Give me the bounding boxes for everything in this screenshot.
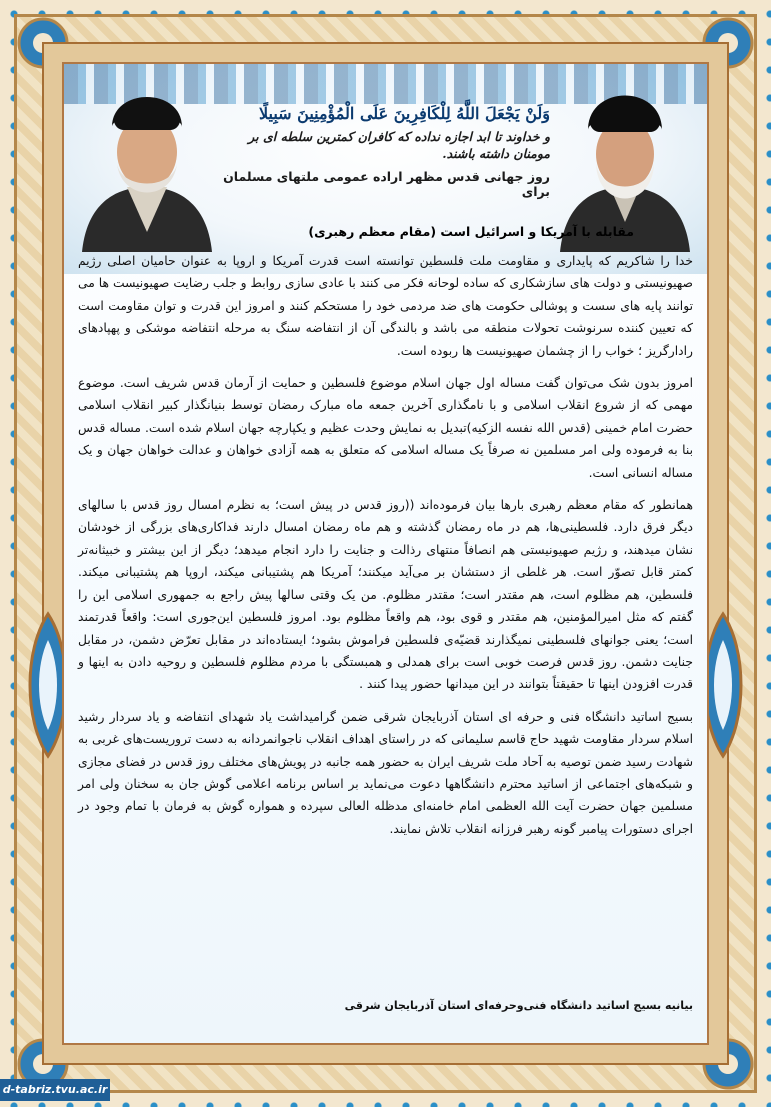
portrait-left-image [72, 72, 222, 252]
slogan-line-1: روز جهانی قدس مظهر اراده عمومی ملتهای مسلمان برای [223, 168, 550, 199]
header-text [214, 104, 550, 199]
slogan-line-2: مقابله با آمریکا و اسرائیل است (مقام معظم رهبری) [308, 224, 634, 239]
content-panel [62, 62, 709, 1045]
signature-line: بیانیه بسیج اساتید دانشگاه فنی‌وحرفه‌ای استان آذربایجان شرقی [344, 999, 693, 1012]
verse-translation: و خداوند تا ابد اجازه نداده که کافران کمترین سلطه ای بر مومنان داشته باشند. [248, 128, 550, 161]
quran-verse: وَلَنْ يَجْعَلَ اللَّهُ لِلْكَافِرِينَ عَلَى الْمُؤْمِنِينَ سَبِيلًا [258, 104, 550, 123]
header-banner [64, 64, 707, 274]
statement-body [78, 250, 693, 850]
site-link[interactable]: d-tabriz.tvu.ac.ir [0, 1079, 110, 1101]
paragraph-2: امروز بدون شک می‌توان گفت مساله اول جهان اسلام موضوع فلسطین و حمایت از آرمان قدس شریف است. موضوع مهمی که از شروع انقلاب اسلامی و با نامگذاری آخرین جمعه ماه مبارک رمضان توسط بنیانگذار کبیر انقلاب اسلامی حضرت امام خمینی (قدس الله نفسه الزکیه)تبدیل به نمایش وحدت عظیم و یکپارچه جهان اسلام شده است. مساله قدس بنا به فرموده ولی امر مسلمین نه صرفاً یک مساله اسلامی که متعلق به همه آزادی خواهان و عدالت خواهان جهان و یک مساله انسانی است. [78, 376, 693, 480]
paragraph-4: بسیج اساتید دانشگاه فنی و حرفه ای استان آذربایجان شرقی ضمن گرامیداشت یاد شهدای انتفاضه و یاد سردار رشید اسلام سردار مقاومت شهید حاج قاسم سلیمانی که در راستای اهداف انقلاب ناجوانمردانه به دست تروریست‌های غربی به شهادت رسید ضمن توصیه به آحاد ملت شریف ایران به حضور همه جانبه در پویش‌های مختلف روز قدس در فضای مجازی و شبکه‌های اجتماعی از اساتید محترم دانشگاهها دعوت می‌نماید بر اساس برنامه اعلامی گوش جان به سخنان ولی امر مسلمین جهان حضرت آیت الله العظمی امام خامنه‌ای مدظله العالی سپرده و همواره گوش به فرمان با تمام وجود در اجرای دستورات پیامبر گونه رهبر فرزانه انقلاب تلاش نمایند. [78, 709, 693, 836]
paragraph-1: خدا را شاکریم که پایداری و مقاومت ملت فلسطین توانسته است قدرت آمریکا و اروپا به عنوان حامیان اصلی رژیم صهیونیستی و دولت های سازشکاری که ساده لوحانه فکر می کنند با عادی سازی روابط و جلب رضایت صهیونیست ها می توانند پایه های سست و پوشالی حکومت های ضد مردمی خود را مستحکم کنند و امروز این قدرت و توان مقاومت است که تعیین کننده سرنوشت تحولات منطقه می باشد و بالندگی آن از انتفاضه سنگ به مرحله انتفاضه موشکی و پهپادهای رادارگریز ؛ خواب را از چشمان صهیونیست ها ربوده است. [78, 254, 693, 358]
paragraph-3: همانطور که مقام معظم رهبری بارها بیان فرموده‌اند ((روز قدس در پیش است؛ به نظرم امسال روز قدس با سالهای دیگر فرق دارد. فلسطینی‌ها، هم در ماه رمضان گذشته و هم ماه رمضان امسال دارند فداکاری‌های بزرگی از خودشان نشان میدهند، و رژیم صهیونیستی هم انصافاً منتهای رذالت و جنایت را دارد انجام میدهد؛ دیگر از این بیشتر و خبیثانه‌تر کمتر قابل تصوّر است. هر غلطی از دستشان بر می‌آید میکنند؛ آمریکا هم پشتیبانی میکند، اروپا هم پشتیبانی میکند. فلسطین، هم مظلوم است، هم مقتدر است؛ مقتدر مظلوم. من یک وقتی سالها پیش راجع به جمهوری اسلامی این را گفتم که مثل امیرالمؤمنین، هم مقتدر و قوی بود، هم واقعاً مظلوم بود. امروز فلسطین این‌جوری است: واقعاً قدرتمند است؛ یعنی جوانهای فلسطینی نمیگذارند قضیّه‌ی فلسطین فراموش بشود؛ ایستاده‌اند در مقابل تعرّض دشمن، در مقابل جنایت دشمن. روز قدس فرصت خوبی است برای همدلی و همبستگی با مردم مظلوم فلسطین و روحیه دادن به اینها و قدرت افزودن اینها تا حقیقتاً بتوانند در این میدانها حضور پیدا کنند . [78, 498, 693, 692]
